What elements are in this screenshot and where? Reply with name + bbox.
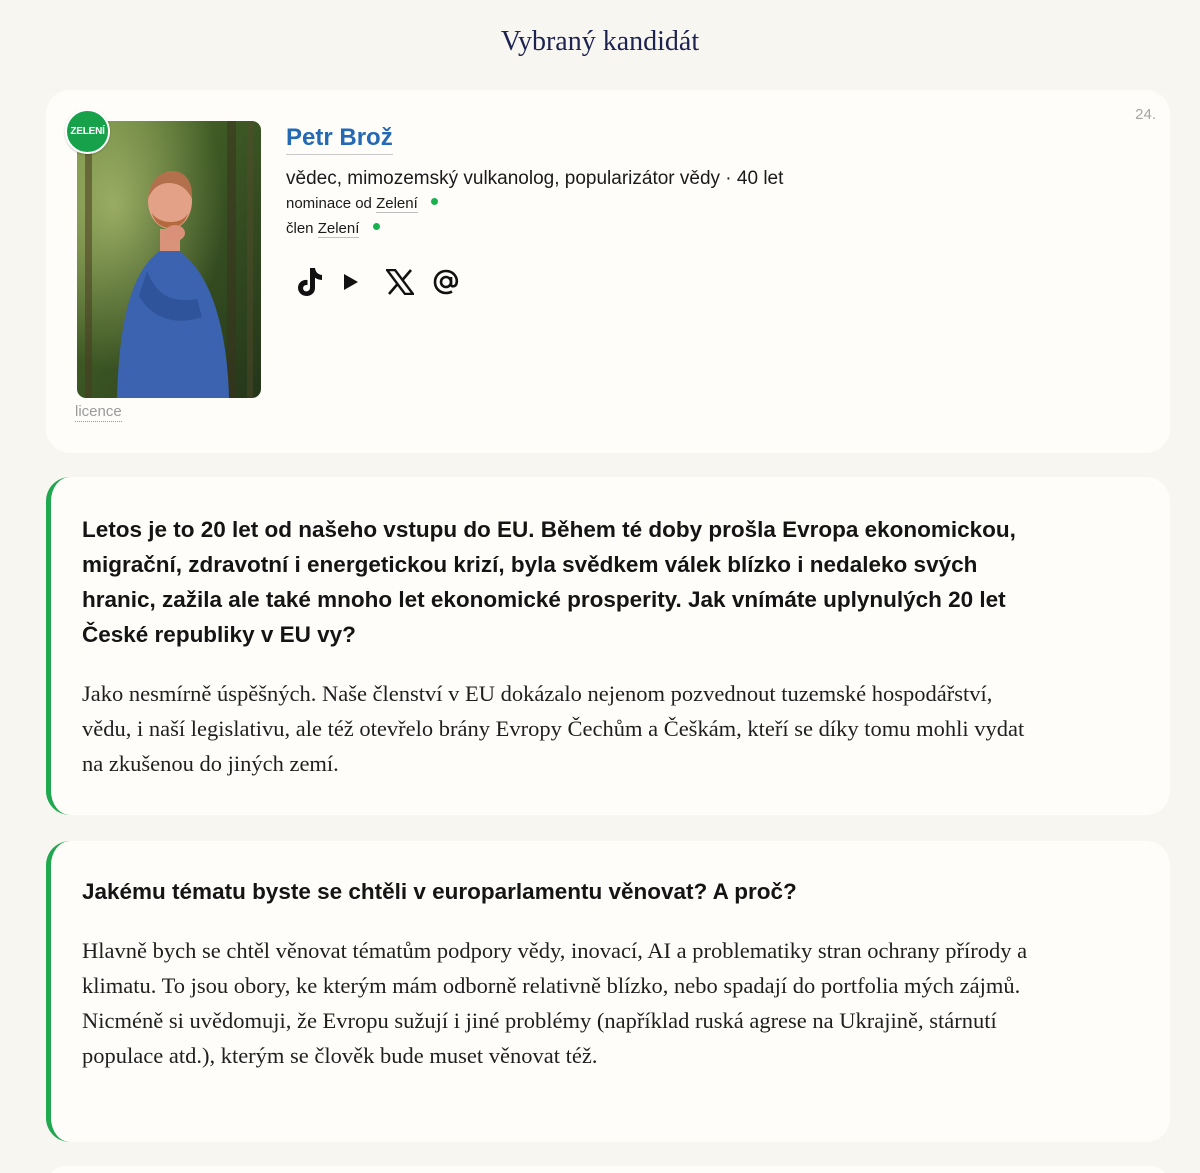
candidate-portrait-image [77,121,261,398]
membership-line [286,220,380,237]
qa-card [46,477,1170,815]
member-party-link[interactable]: Zelení [317,220,360,237]
party-logo-badge: ZELENÍ [65,109,110,154]
youtube-play-icon[interactable] [340,262,386,302]
answer-text: Jako nesmírně úspěšných. Naše členství v EU dokázalo nejenom pozvednout tuzemské hospodářství, vědu, i naší legislativu, ale též otevřelo brány Evropy Čechům a Češkám, kteří se díky tomu mohli vydat na zkušenou do jiných zemí. [82,681,1025,776]
next-card-edge [46,1166,1170,1173]
tiktok-icon[interactable] [294,262,340,302]
nomination-prefix: nominace od [286,195,372,212]
x-icon[interactable] [386,262,432,302]
candidate-card [46,90,1170,453]
question-text: Jakému tématu byste se chtěli v europarlamentu věnovat? A proč? [82,879,797,904]
candidate-occupation: vědec, mimozemský vulkanolog, popularizátor vědy · 40 let [286,168,784,189]
candidate-photo[interactable] [77,121,261,398]
party-status-dot [373,223,380,230]
email-at-icon[interactable] [432,262,478,302]
photo-licence-link[interactable]: licence [75,403,122,420]
candidate-rank: 24. [1135,106,1156,123]
social-links [294,262,478,302]
nomination-line [286,195,438,212]
qa-card [46,841,1170,1142]
nomination-party-link[interactable]: Zelení [376,195,418,212]
question-text: Letos je to 20 let od našeho vstupu do EU. Během té doby prošla Evropa ekonomickou, migrační, zdravotní i energetickou krizí, byla svědkem válek blízko i nedaleko svých hranic, zažila ale také mnoho let ekonomické prosperity. Jak vnímáte uplynulých 20 let České republiky v EU vy? [82,517,1016,647]
answer-text: Hlavně bych se chtěl věnovat tématům podpory vědy, inovací, AI a problematiky stran ochrany přírody a klimatu. To jsou obory, ke kterým mám odborně relativně blízko, nebo spadají do portfolia mých zájmů. Nicméně si uvědomuji, že Evropu sužují i jiné problémy (například ruská agrese na Ukrajině, stárnutí populace atd.), kterým se člověk bude muset věnovat též. [82,938,1028,1068]
page-title: Vybraný kandidát [500,26,700,57]
party-status-dot [431,198,438,205]
candidate-name[interactable]: Petr Brož [286,124,393,155]
member-prefix: člen [286,220,314,237]
